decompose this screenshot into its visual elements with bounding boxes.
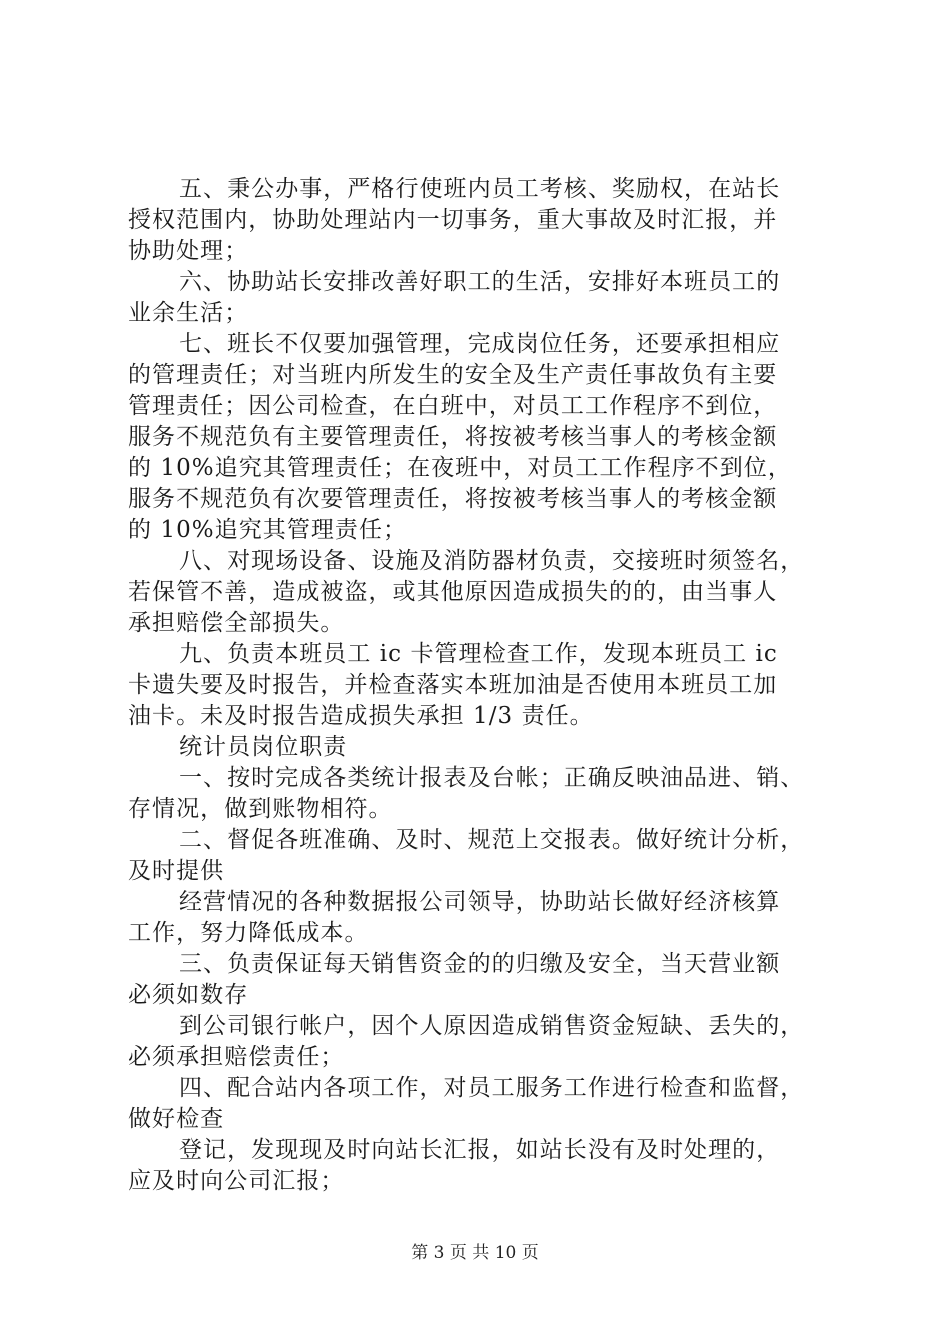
text-line: 必须如数存 — [128, 982, 249, 1008]
text-line: 承担赔偿全部损失。 — [128, 610, 345, 636]
text-line: 四、配合站内各项工作，对员工服务工作进行检查和监督， — [179, 1075, 805, 1101]
text-line: 统计员岗位职责 — [179, 734, 348, 760]
text-line: 登记，发现现及时向站长汇报，如站长没有及时处理的， — [179, 1137, 781, 1163]
text-line: 二、督促各班准确、及时、规范上交报表。做好统计分析， — [179, 827, 805, 853]
text-line: 服务不规范负有主要管理责任，将按被考核当事人的考核金额 — [128, 424, 778, 450]
text-line: 应及时向公司汇报； — [128, 1168, 345, 1194]
text-line: 八、对现场设备、设施及消防器材负责，交接班时须签名， — [179, 548, 805, 574]
text-line: 的管理责任；对当班内所发生的安全及生产责任事故负有主要 — [128, 362, 778, 388]
text-line: 九、负责本班员工 ic 卡管理检查工作，发现本班员工 ic — [179, 641, 778, 667]
text-line: 五、秉公办事，严格行使班内员工考核、奖励权，在站长 — [179, 176, 781, 202]
text-line: 卡遗失要及时报告，并检查落实本班加油是否使用本班员工加 — [128, 672, 778, 698]
text-line: 的 10%追究其管理责任； — [128, 517, 408, 543]
text-line: 业余生活； — [128, 300, 249, 326]
text-line: 经营情况的各种数据报公司领导，协助站长做好经济核算 — [179, 889, 781, 915]
text-line: 服务不规范负有次要管理责任，将按被考核当事人的考核金额 — [128, 486, 778, 512]
text-line: 到公司银行帐户，因个人原因造成销售资金短缺、丢失的， — [179, 1013, 805, 1039]
text-line: 协助处理； — [128, 238, 249, 264]
text-line: 一、按时完成各类统计报表及台帐；正确反映油品进、销、 — [179, 765, 805, 791]
text-line: 若保管不善，造成被盗，或其他原因造成损失的的，由当事人 — [128, 579, 778, 605]
body-text — [128, 174, 838, 1197]
text-line: 的 10%追究其管理责任；在夜班中，对员工工作程序不到位， — [128, 455, 792, 481]
text-line: 做好检查 — [128, 1106, 225, 1132]
text-line: 六、协助站长安排改善好职工的生活，安排好本班员工的 — [179, 269, 781, 295]
text-line: 三、负责保证每天销售资金的的归缴及安全，当天营业额 — [179, 951, 781, 977]
text-line: 及时提供 — [128, 858, 225, 884]
text-line: 管理责任；因公司检查，在白班中，对员工工作程序不到位， — [128, 393, 778, 419]
text-line: 油卡。未及时报告造成损失承担 1/3 责任。 — [128, 703, 594, 729]
text-line: 工作，努力降低成本。 — [128, 920, 369, 946]
text-line: 授权范围内，协助处理站内一切事务，重大事故及时汇报，并 — [128, 207, 778, 233]
text-line: 必须承担赔偿责任； — [128, 1044, 345, 1070]
text-line: 存情况，做到账物相符。 — [128, 796, 393, 822]
page-footer: 第 3 页 共 10 页 — [411, 1243, 539, 1263]
text-line: 七、班长不仅要加强管理，完成岗位任务，还要承担相应 — [179, 331, 781, 357]
